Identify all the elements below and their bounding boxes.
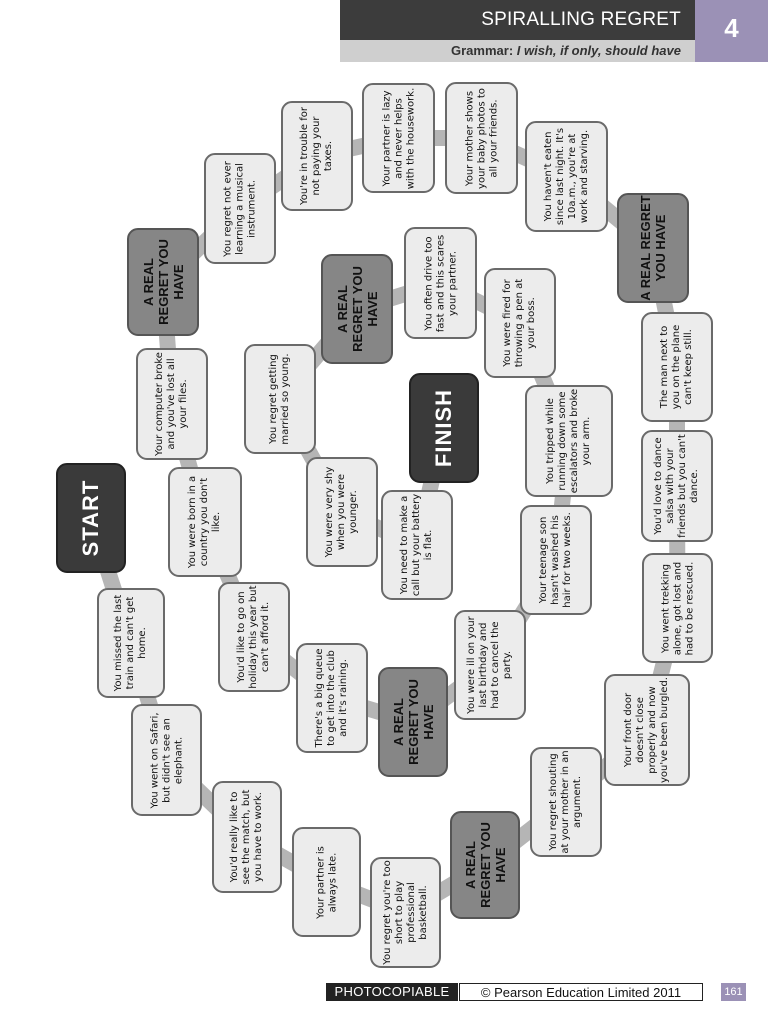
board-square: [454, 610, 526, 720]
board-square: [281, 101, 353, 211]
square-text: Your mother shows your baby photos to all your friends.: [463, 87, 499, 189]
board-square: [97, 588, 165, 698]
board-square: [525, 385, 613, 497]
regret-square: [127, 228, 199, 336]
regret-label: A REAL REGRET YOU HAVE: [334, 266, 380, 352]
square-text: You were ill on your last birthday and had to cancel the party.: [466, 616, 513, 714]
square-text: You were very shy when you were younger.: [324, 466, 359, 558]
square-text: You missed the last train and can't get home.: [113, 594, 148, 692]
square-text: You haven't eaten since last night. It's 10a.m., you're at work and starving.: [542, 127, 590, 226]
board-square: [168, 467, 242, 577]
square-text: You regret not ever learning a musical instrument.: [222, 160, 257, 257]
board-square: [642, 553, 713, 663]
square-text: You went on Safari, but didn't see an elephant.: [148, 712, 184, 809]
page-number: 161: [721, 983, 746, 1001]
copyright-notice: © Pearson Education Limited 2011: [459, 983, 703, 1001]
square-text: Your partner is always late.: [314, 845, 338, 919]
board-square: [445, 82, 518, 194]
finish-label: FINISH: [431, 388, 456, 468]
board-square: [362, 83, 435, 193]
board-square: [292, 827, 361, 937]
grammar-label: Grammar:: [451, 43, 514, 58]
square-text: You're in trouble for not paying your taxes.: [299, 107, 334, 205]
square-text: You regret shouting at your mother in an argument.: [548, 750, 583, 854]
photocopiable-label: PHOTOCOPIABLE: [326, 983, 458, 1001]
board-square: [404, 227, 477, 339]
board-square: [520, 505, 592, 615]
square-text: You'd really like to see the match, but you have to work.: [229, 789, 264, 885]
board-square: [204, 153, 276, 264]
board-square: [244, 344, 316, 454]
board-square: [296, 643, 368, 753]
square-text: You were born in a country you don't like.: [187, 475, 222, 569]
square-text: Your partner is lazy and never helps with the housework.: [380, 87, 416, 189]
regret-label: A REAL REGRET YOU HAVE: [638, 195, 668, 301]
square-text: You regret you're too short to play professional basketball.: [381, 860, 429, 965]
square-text: You went trekking alone, got lost and had to be rescued.: [659, 561, 695, 655]
square-text: You tripped while running down some escalators and broke your arm.: [545, 388, 592, 494]
square-text: You need to make a call but your battery is flat.: [399, 493, 434, 597]
board-square: [530, 747, 602, 857]
square-text: You regret getting married so young.: [268, 353, 291, 445]
start-square: [56, 463, 126, 573]
square-text: You'd like to go on holiday this year but can't afford it.: [236, 585, 271, 689]
start-label: START: [78, 479, 103, 557]
square-text: You'd love to dance salsa with your friends but you can't dance.: [653, 434, 700, 538]
regret-square: [617, 193, 689, 303]
board-square: [212, 781, 282, 893]
page-title: SPIRALLING REGRET: [481, 9, 681, 30]
regret-square: [321, 254, 393, 364]
board-square: [306, 457, 378, 567]
board-square: [131, 704, 202, 816]
board-square: [604, 674, 690, 786]
square-text: Your computer broke and you've lost all your files.: [154, 352, 189, 456]
unit-number: 4: [724, 13, 739, 43]
regret-label: A REAL REGRET YOU HAVE: [140, 239, 186, 325]
board-square: [136, 348, 208, 460]
regret-label: A REAL REGRET YOU HAVE: [390, 679, 436, 765]
grammar-topic: I wish, if only, should have: [516, 43, 681, 58]
regret-square: [450, 811, 520, 919]
board-square: [484, 268, 556, 378]
regret-label: A REAL REGRET YOU HAVE: [462, 822, 508, 908]
board-square: [218, 582, 290, 692]
board-square: [370, 857, 441, 968]
regret-square: [378, 667, 448, 777]
board-square: [525, 121, 608, 232]
square-text: The man next to you on the plane can't keep still.: [659, 324, 694, 410]
square-text: Your teenage son hasn't washed his hair for two weeks.: [538, 512, 573, 608]
board-square: [641, 430, 713, 542]
finish-square: [409, 373, 479, 483]
square-text: There's a big queue to get into the club and it's raining.: [314, 648, 349, 748]
board-square: [381, 490, 453, 600]
board-square: [641, 312, 713, 422]
square-text: Your front door doesn't close properly and now you've been burgled.: [623, 677, 670, 783]
square-text: You were fired for throwing a pen at your boss.: [502, 278, 537, 368]
square-text: You often drive too fast and this scares your partner.: [422, 234, 458, 332]
